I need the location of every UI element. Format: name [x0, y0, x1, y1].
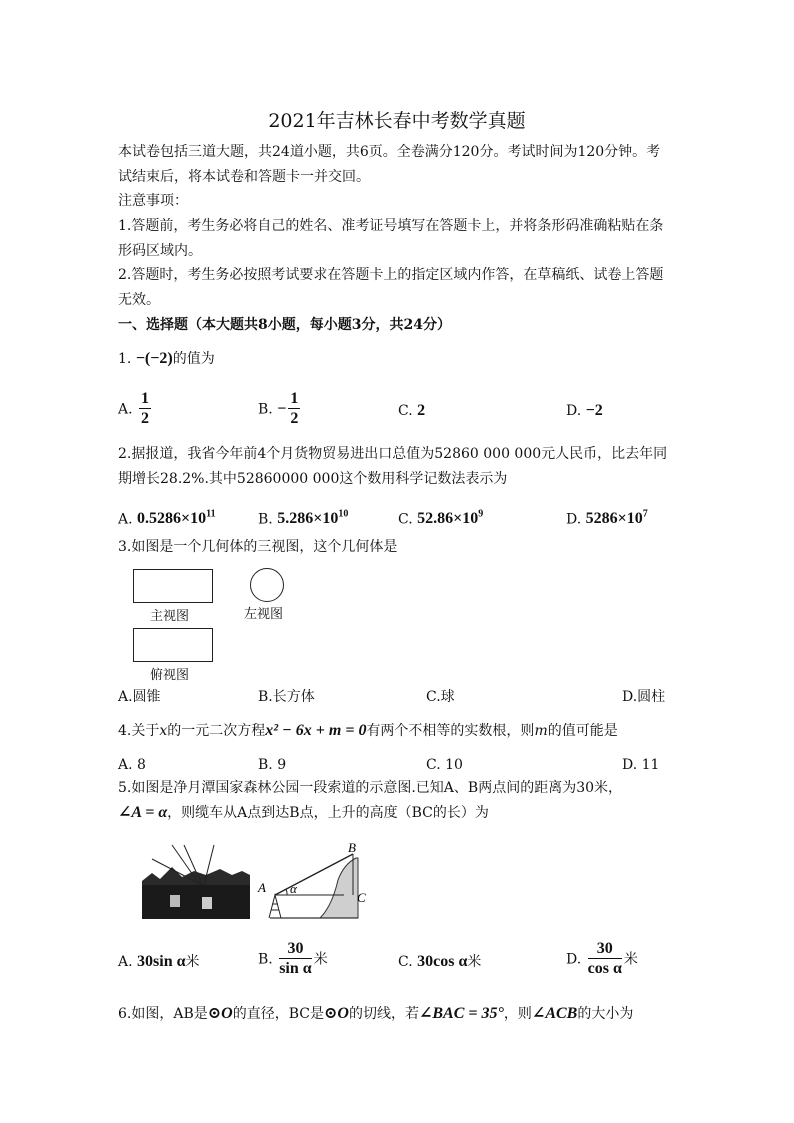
q4-option-b: B. 9	[258, 757, 287, 773]
label-alpha: α	[290, 881, 297, 896]
q2-option-d	[566, 503, 648, 531]
base: 5.286×10	[277, 510, 339, 528]
q2-option-c	[398, 503, 483, 531]
option-value: 2	[417, 402, 426, 419]
circle-symbol: ⊙O	[324, 1005, 349, 1022]
question-text: 6.如图，AB是	[118, 1006, 208, 1022]
label-a: A	[258, 880, 266, 895]
math-expression: −(−2)	[135, 350, 173, 367]
option-value: −2	[585, 402, 603, 419]
question-3-stem: 3.如图是一个几何体的三视图，这个几何体是	[118, 539, 398, 555]
q4-option-c: C. 10	[426, 757, 463, 773]
option-value: 30sin α	[137, 953, 186, 970]
option-letter: B.	[258, 951, 273, 968]
notice-2-line-2: 无效。	[118, 292, 160, 308]
intro-line-1: 本试卷包括三道大题，共24道小题，共6页。全卷满分120分。考试时间为120分钟。考	[118, 144, 661, 160]
label-b: B	[348, 840, 356, 855]
exponent: 10	[338, 509, 349, 520]
forest-silhouette	[142, 881, 250, 919]
unit: 米	[467, 954, 482, 970]
question-text: 的值为	[172, 351, 215, 367]
cableway-diagram	[260, 840, 375, 920]
base: 0.5286×10	[137, 510, 207, 528]
q5-option-c	[398, 950, 481, 974]
question-6-stem	[118, 1002, 633, 1026]
denominator: sin α	[279, 960, 312, 977]
unit: 米	[185, 954, 200, 970]
q3-option-d: D.圆柱	[622, 689, 666, 705]
mountain-shape	[320, 858, 358, 918]
q1-option-a	[118, 390, 153, 429]
option-letter: C.	[398, 954, 413, 970]
question-text: 的值可能是	[547, 723, 618, 739]
cable-car-photo	[142, 845, 250, 919]
numerator: 1	[290, 390, 299, 407]
numerator: 30	[279, 940, 312, 959]
label-c: C	[357, 890, 366, 905]
q5-option-a	[118, 950, 200, 974]
intro-line-2: 试结束后，将本试卷和答题卡一并交回。	[118, 169, 370, 185]
q1-option-b	[258, 390, 302, 429]
option-letter: D.	[566, 403, 582, 419]
unit: 米	[313, 951, 328, 968]
question-5-line-1: 5.如图是净月潭国家森林公园一段索道的示意图.已知A、B两点间的距离为30米，	[118, 780, 623, 796]
option-value	[417, 510, 483, 527]
q2-option-b	[258, 503, 348, 531]
option-letter: B.	[258, 511, 273, 528]
exponent: 11	[206, 509, 216, 520]
question-5-line-2	[118, 801, 489, 825]
option-letter: C.	[398, 511, 413, 528]
exponent: 7	[642, 509, 648, 520]
angle-expression: ∠BAC = 35°	[418, 1005, 504, 1022]
tower-icon	[269, 895, 281, 918]
question-4-stem	[118, 719, 618, 743]
left-view-circle	[250, 568, 284, 602]
exponent: 9	[478, 509, 484, 520]
question-text: 4.关于	[118, 723, 160, 739]
angle-expression: ∠A = α	[118, 804, 168, 821]
question-text: 有两个不相等的实数根，则	[366, 723, 535, 739]
fraction	[139, 390, 151, 429]
question-text: ，则	[503, 1006, 532, 1022]
q2-option-a	[118, 503, 216, 531]
base: 5286×10	[585, 510, 643, 528]
base: 52.86×10	[417, 510, 479, 528]
notice-2-line-1: 2.答题时，考生务必按照考试要求在答题卡上的指定区域内作答，在草稿纸、试卷上答题	[118, 267, 664, 283]
cable-car	[202, 897, 212, 909]
question-2-line-1: 2.据报道，我省今年前4个月货物贸易进出口总值为52860 000 000元人民币，比去年同	[118, 446, 668, 462]
page-title: 2021年吉林长春中考数学真题	[268, 110, 526, 132]
question-text: ，则缆车从A点到达B点，上升的高度（BC的长）为	[167, 805, 489, 821]
left-view-label: 左视图	[244, 607, 284, 622]
cable-car	[170, 895, 180, 907]
numerator: 1	[141, 390, 150, 407]
notice-1-line-2: 形码区域内。	[118, 243, 202, 259]
q4-option-a: A. 8	[118, 757, 146, 773]
denominator: 2	[141, 410, 150, 427]
option-letter: C.	[398, 403, 413, 419]
variable-m: m	[534, 723, 548, 739]
circle-symbol: ⊙O	[207, 1005, 233, 1022]
fraction	[279, 940, 312, 979]
top-view-label: 俯视图	[150, 668, 190, 683]
numerator: 30	[588, 940, 622, 959]
question-text: 的一元二次方程	[167, 723, 266, 739]
q1-option-c	[398, 399, 425, 423]
notice-1-line-1: 1.答题前，考生务必将自己的姓名、准考证号填写在答题卡上，并将条形码准确粘贴在条	[118, 218, 664, 234]
question-2-line-2: 期增长28.2%.其中52860000 000这个数用科学记数法表示为	[118, 471, 508, 487]
angle-expression: ∠ACB	[531, 1005, 578, 1022]
q3-option-b: B.长方体	[258, 689, 315, 705]
q4-option-d: D. 11	[622, 757, 660, 773]
front-view-label: 主视图	[150, 609, 190, 624]
question-text: 的切线，若	[348, 1006, 419, 1022]
option-value	[137, 510, 216, 527]
unit: 米	[623, 951, 638, 968]
denominator: 2	[290, 410, 299, 427]
notice-heading: 注意事项：	[118, 193, 188, 209]
variable-x: x	[159, 723, 168, 739]
top-view-rectangle	[133, 628, 213, 662]
question-1-stem	[118, 347, 215, 371]
fraction	[288, 390, 300, 429]
section-heading: 一、选择题（本大题共8小题，每小题3分，共24分）	[118, 317, 451, 333]
option-letter: D.	[566, 951, 582, 968]
option-value: 30cos α	[417, 953, 468, 970]
q5-option-b	[258, 940, 328, 979]
option-letter: A.	[118, 401, 133, 418]
option-letter: D.	[566, 511, 582, 528]
question-number: 1.	[118, 351, 132, 367]
question-text: 的大小为	[577, 1006, 634, 1022]
option-letter: B.	[258, 401, 273, 418]
minus-sign: −	[277, 400, 287, 418]
q5-option-d	[566, 940, 638, 979]
q3-option-c: C.球	[426, 689, 455, 705]
front-view-rectangle	[133, 569, 213, 603]
option-value	[277, 510, 348, 527]
fraction	[588, 940, 622, 979]
option-letter: A.	[118, 511, 133, 528]
option-value	[586, 510, 648, 527]
denominator: cos α	[587, 960, 622, 977]
q1-option-d	[566, 399, 603, 423]
question-text: 的直径，BC是	[232, 1006, 324, 1022]
equation: x² − 6x + m = 0	[265, 722, 367, 739]
q3-option-a: A.圆锥	[118, 689, 161, 705]
option-letter: A.	[118, 954, 133, 970]
